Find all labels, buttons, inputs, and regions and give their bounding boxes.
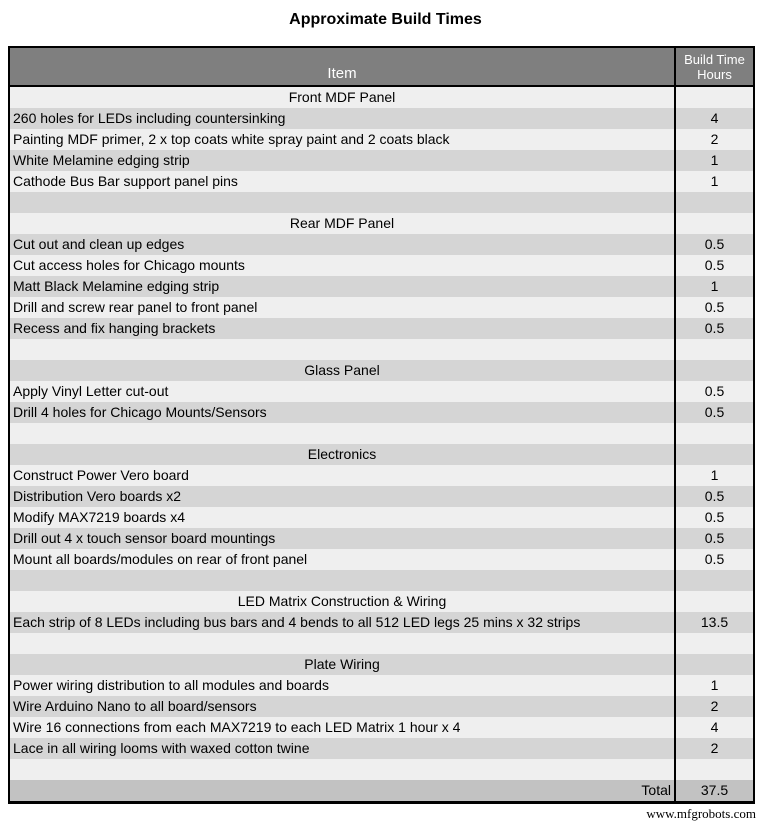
section-name: Rear MDF Panel (289, 215, 395, 231)
hours-cell: 1 (674, 150, 753, 171)
spacer-row (10, 759, 753, 780)
section-header-row (10, 591, 753, 612)
item-cell: White Melamine edging strip (13, 152, 190, 168)
item-cell: Construct Power Vero board (13, 467, 189, 483)
item-cell: Cathode Bus Bar support panel pins (13, 173, 238, 189)
hours-cell (674, 633, 753, 654)
section-header-row (10, 654, 753, 675)
table-row (10, 234, 753, 255)
spacer-row (10, 633, 753, 654)
hours-cell: 0.5 (674, 507, 753, 528)
table-row (10, 612, 753, 633)
hours-cell: 0.5 (674, 381, 753, 402)
section-header-row (10, 360, 753, 381)
table-row (10, 129, 753, 150)
hours-cell: 0.5 (674, 297, 753, 318)
section-name: Electronics (307, 446, 377, 462)
section-header-row (10, 87, 753, 108)
hours-cell: 0.5 (674, 528, 753, 549)
table-body (10, 87, 753, 780)
table-row (10, 486, 753, 507)
hours-cell: 1 (674, 465, 753, 486)
total-value: 37.5 (674, 780, 753, 801)
item-cell (10, 192, 674, 213)
table-row (10, 528, 753, 549)
table-row (10, 276, 753, 297)
hours-cell: 0.5 (674, 234, 753, 255)
hours-cell (674, 360, 753, 381)
item-cell: Wire 16 connections from each MAX7219 to each LED Matrix 1 hour x 4 (13, 719, 461, 735)
hours-cell: 0.5 (674, 486, 753, 507)
item-cell: Distribution Vero boards x2 (13, 488, 182, 504)
hours-cell: 4 (674, 717, 753, 738)
table-row (10, 675, 753, 696)
hours-cell: 13.5 (674, 612, 753, 633)
spacer-row (10, 423, 753, 444)
item-cell: Matt Black Melamine edging strip (13, 278, 220, 294)
item-cell: Power wiring distribution to all modules and boards (13, 677, 329, 693)
hours-cell: 4 (674, 108, 753, 129)
section-header-row (10, 444, 753, 465)
section-name: Glass Panel (304, 362, 380, 378)
hours-cell: 0.5 (674, 402, 753, 423)
spacer-row (10, 339, 753, 360)
item-cell: Cut access holes for Chicago mounts (13, 257, 245, 273)
hours-cell: 2 (674, 696, 753, 717)
item-cell: Drill out 4 x touch sensor board mountings (13, 530, 276, 546)
hours-cell: 1 (674, 171, 753, 192)
table-row (10, 402, 753, 423)
hours-cell (674, 192, 753, 213)
hours-cell (674, 759, 753, 780)
item-cell: Apply Vinyl Letter cut-out (13, 383, 169, 399)
spacer-row (10, 192, 753, 213)
item-cell: Wire Arduino Nano to all board/sensors (13, 698, 257, 714)
item-cell: Drill and screw rear panel to front panel (13, 299, 258, 315)
hours-cell (674, 570, 753, 591)
hours-column-header (674, 48, 753, 85)
item-cell: 260 holes for LEDs including countersinking (13, 110, 286, 126)
table-row (10, 108, 753, 129)
item-column-header: Item (327, 65, 357, 82)
table-row (10, 507, 753, 528)
hours-cell (674, 591, 753, 612)
item-cell: Modify MAX7219 boards x4 (13, 509, 185, 525)
build-times-table (8, 46, 755, 804)
table-row (10, 549, 753, 570)
hours-cell (674, 444, 753, 465)
hours-cell: 2 (674, 129, 753, 150)
item-cell: Each strip of 8 LEDs including bus bars and 4 bends to all 512 LED legs 25 mins x 32 strips (13, 614, 581, 630)
hours-cell: 1 (674, 276, 753, 297)
hours-header-line2: Hours (697, 66, 732, 82)
total-label: Total (641, 782, 671, 798)
table-header-row (10, 48, 753, 87)
table-row (10, 150, 753, 171)
watermark: www.mfgrobots.com (646, 806, 756, 821)
hours-cell (674, 87, 753, 108)
table-row (10, 717, 753, 738)
total-row (10, 780, 753, 801)
hours-header-line1: Build Time (684, 51, 745, 67)
hours-cell (674, 213, 753, 234)
item-cell: Cut out and clean up edges (13, 236, 185, 252)
hours-cell (674, 339, 753, 360)
hours-cell (674, 654, 753, 675)
section-name: Front MDF Panel (288, 89, 396, 105)
hours-cell: 0.5 (674, 549, 753, 570)
hours-cell: 0.5 (674, 318, 753, 339)
section-name: LED Matrix Construction & Wiring (237, 593, 447, 609)
table-row (10, 381, 753, 402)
table-row (10, 171, 753, 192)
item-cell (10, 423, 674, 444)
item-cell: Drill 4 holes for Chicago Mounts/Sensors (13, 404, 267, 420)
item-cell (10, 339, 674, 360)
hours-cell: 2 (674, 738, 753, 759)
item-cell: Lace in all wiring looms with waxed cotton twine (13, 740, 310, 756)
table-row (10, 297, 753, 318)
hours-cell: 0.5 (674, 255, 753, 276)
hours-cell (674, 423, 753, 444)
item-cell: Painting MDF primer, 2 x top coats white spray paint and 2 coats black (13, 131, 450, 147)
section-header-row (10, 213, 753, 234)
page-title: Approximate Build Times (289, 11, 482, 28)
spacer-row (10, 570, 753, 591)
table-row (10, 738, 753, 759)
section-name: Plate Wiring (304, 656, 380, 672)
item-cell (10, 570, 674, 591)
table-row (10, 696, 753, 717)
table-row (10, 318, 753, 339)
table-row (10, 465, 753, 486)
item-cell: Recess and fix hanging brackets (13, 320, 216, 336)
hours-cell: 1 (674, 675, 753, 696)
table-row (10, 255, 753, 276)
item-cell (10, 633, 674, 654)
item-cell (10, 759, 674, 780)
item-cell: Mount all boards/modules on rear of front panel (13, 551, 308, 567)
